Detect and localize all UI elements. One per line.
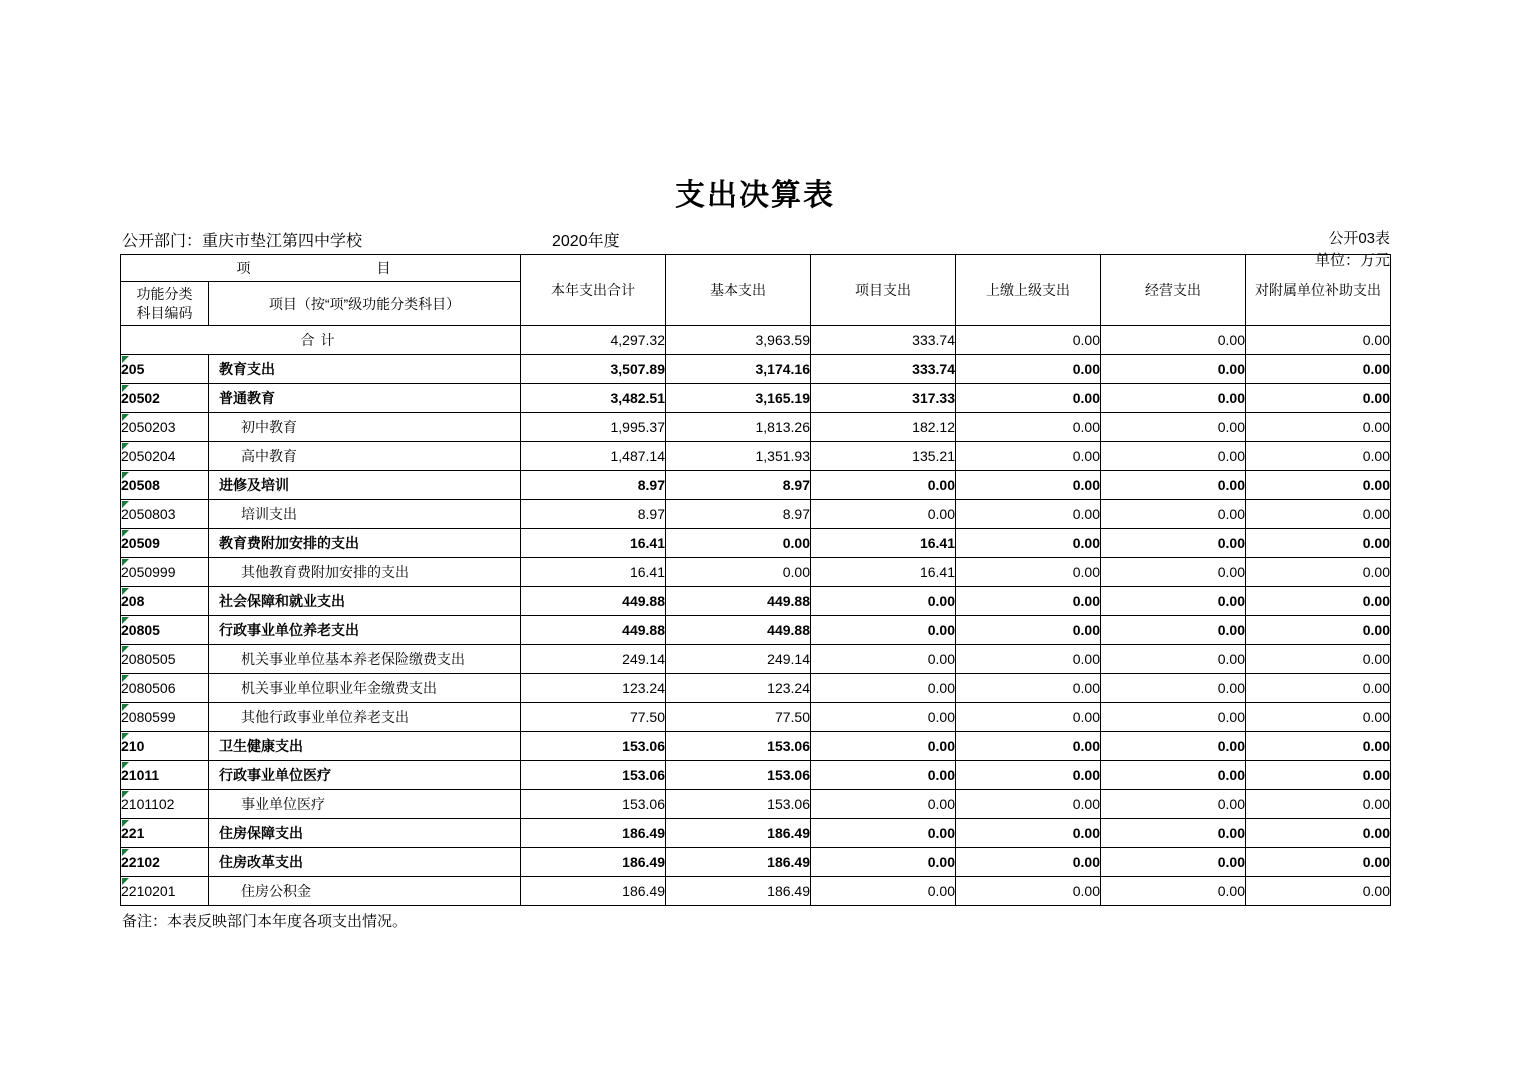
year-label: 2020年度 (552, 233, 620, 250)
row-value-2: 0.00 (811, 616, 956, 645)
row-value-5: 0.00 (1246, 529, 1391, 558)
row-value-4: 0.00 (1101, 877, 1246, 906)
header-col-code (121, 282, 209, 326)
row-value-3: 0.00 (956, 790, 1101, 819)
row-name: 教育费附加安排的支出 (209, 529, 521, 558)
row-value-3: 0.00 (956, 413, 1101, 442)
header-item-group: 项 目 (121, 255, 521, 282)
row-value-1: 8.97 (666, 471, 811, 500)
header-col-code-line1: 功能分类 (136, 285, 193, 302)
row-value-2: 0.00 (811, 761, 956, 790)
row-value-3: 0.00 (956, 442, 1101, 471)
row-value-4: 0.00 (1101, 587, 1246, 616)
table-row (121, 732, 1391, 761)
row-value-1: 249.14 (666, 645, 811, 674)
row-name: 卫生健康支出 (209, 732, 521, 761)
row-code: 2210201 (121, 877, 209, 906)
row-value-5: 0.00 (1246, 674, 1391, 703)
header-col-subsidy: 对附属单位补助支出 (1246, 255, 1391, 326)
row-value-0: 1,995.37 (521, 413, 666, 442)
cell-marker-icon (122, 849, 129, 856)
row-value-3: 0.00 (956, 877, 1101, 906)
row-value-1: 449.88 (666, 616, 811, 645)
row-value-1: 1,351.93 (666, 442, 811, 471)
row-name: 机关事业单位基本养老保险缴费支出 (209, 645, 521, 674)
row-code: 20502 (121, 384, 209, 413)
row-value-5: 0.00 (1246, 500, 1391, 529)
row-value-4: 0.00 (1101, 645, 1246, 674)
cell-marker-icon (122, 588, 129, 595)
row-value-1: 0.00 (666, 529, 811, 558)
row-name: 住房改革支出 (209, 848, 521, 877)
row-name: 初中教育 (209, 413, 521, 442)
cell-marker-icon (122, 704, 129, 711)
row-name: 普通教育 (209, 384, 521, 413)
row-value-0: 8.97 (521, 471, 666, 500)
row-value-3: 0.00 (956, 500, 1101, 529)
row-value-4: 0.00 (1101, 558, 1246, 587)
cell-marker-icon (122, 820, 129, 827)
cell-marker-icon (122, 646, 129, 653)
row-value-1: 186.49 (666, 848, 811, 877)
row-value-1: 77.50 (666, 703, 811, 732)
row-value-1: 153.06 (666, 761, 811, 790)
table-body (121, 326, 1391, 906)
row-value-4: 0.00 (1101, 848, 1246, 877)
table-row (121, 384, 1391, 413)
row-value-3: 0.00 (956, 355, 1101, 384)
total-value-0: 4,297.32 (521, 326, 666, 355)
row-value-2: 317.33 (811, 384, 956, 413)
row-value-2: 0.00 (811, 877, 956, 906)
row-value-0: 3,507.89 (521, 355, 666, 384)
table-row (121, 413, 1391, 442)
row-value-2: 333.74 (811, 355, 956, 384)
table-row (121, 471, 1391, 500)
row-value-0: 153.06 (521, 790, 666, 819)
row-value-3: 0.00 (956, 471, 1101, 500)
total-value-3: 0.00 (956, 326, 1101, 355)
row-value-1: 0.00 (666, 558, 811, 587)
row-value-3: 0.00 (956, 732, 1101, 761)
row-value-1: 3,174.16 (666, 355, 811, 384)
row-value-2: 0.00 (811, 790, 956, 819)
row-value-1: 449.88 (666, 587, 811, 616)
row-value-1: 3,165.19 (666, 384, 811, 413)
table-row (121, 790, 1391, 819)
row-value-1: 8.97 (666, 500, 811, 529)
table-row (121, 529, 1391, 558)
row-value-2: 0.00 (811, 819, 956, 848)
row-value-5: 0.00 (1246, 384, 1391, 413)
row-value-5: 0.00 (1246, 558, 1391, 587)
department-label: 公开部门：重庆市垫江第四中学校 (122, 233, 363, 250)
table-row (121, 355, 1391, 384)
row-code: 2080505 (121, 645, 209, 674)
row-name: 教育支出 (209, 355, 521, 384)
row-code: 2050803 (121, 500, 209, 529)
row-code: 2080599 (121, 703, 209, 732)
total-value-5: 0.00 (1246, 326, 1391, 355)
row-code: 20805 (121, 616, 209, 645)
unit-note: 单位：万元 (1314, 252, 1390, 269)
row-value-3: 0.00 (956, 587, 1101, 616)
row-value-3: 0.00 (956, 384, 1101, 413)
row-code: 21011 (121, 761, 209, 790)
cell-marker-icon (122, 559, 129, 566)
total-value-1: 3,963.59 (666, 326, 811, 355)
row-code: 2050204 (121, 442, 209, 471)
header-col-code-line2: 科目编码 (136, 304, 193, 321)
header-col-operating: 经营支出 (1101, 255, 1246, 326)
row-name: 培训支出 (209, 500, 521, 529)
cell-marker-icon (122, 675, 129, 682)
row-value-1: 186.49 (666, 877, 811, 906)
row-value-5: 0.00 (1246, 819, 1391, 848)
table-row (121, 558, 1391, 587)
row-code: 2080506 (121, 674, 209, 703)
table-row (121, 761, 1391, 790)
cell-marker-icon (122, 733, 129, 740)
row-code: 208 (121, 587, 209, 616)
row-value-5: 0.00 (1246, 587, 1391, 616)
row-value-2: 182.12 (811, 413, 956, 442)
row-value-5: 0.00 (1246, 877, 1391, 906)
cell-marker-icon (122, 530, 129, 537)
row-value-4: 0.00 (1101, 674, 1246, 703)
row-value-0: 186.49 (521, 819, 666, 848)
expenditure-table (120, 254, 1391, 906)
total-value-2: 333.74 (811, 326, 956, 355)
row-value-2: 0.00 (811, 674, 956, 703)
row-code: 205 (121, 355, 209, 384)
header-col-project: 项目支出 (811, 255, 956, 326)
row-value-4: 0.00 (1101, 355, 1246, 384)
row-code: 20509 (121, 529, 209, 558)
row-value-3: 0.00 (956, 558, 1101, 587)
row-value-2: 0.00 (811, 703, 956, 732)
table-row (121, 703, 1391, 732)
form-number: 公开03表 (1328, 230, 1390, 247)
row-value-0: 16.41 (521, 558, 666, 587)
row-value-2: 0.00 (811, 471, 956, 500)
row-value-5: 0.00 (1246, 413, 1391, 442)
row-value-4: 0.00 (1101, 732, 1246, 761)
row-code: 210 (121, 732, 209, 761)
cell-marker-icon (122, 878, 129, 885)
row-value-3: 0.00 (956, 848, 1101, 877)
row-value-5: 0.00 (1246, 471, 1391, 500)
table-row (121, 877, 1391, 906)
row-value-5: 0.00 (1246, 355, 1391, 384)
row-value-1: 123.24 (666, 674, 811, 703)
row-name: 高中教育 (209, 442, 521, 471)
cell-marker-icon (122, 443, 129, 450)
row-value-5: 0.00 (1246, 442, 1391, 471)
row-value-3: 0.00 (956, 819, 1101, 848)
row-value-0: 186.49 (521, 877, 666, 906)
total-label: 合计 (121, 326, 521, 355)
row-value-5: 0.00 (1246, 645, 1391, 674)
table-row (121, 645, 1391, 674)
row-value-4: 0.00 (1101, 616, 1246, 645)
row-value-3: 0.00 (956, 645, 1101, 674)
row-name: 社会保障和就业支出 (209, 587, 521, 616)
row-value-4: 0.00 (1101, 790, 1246, 819)
table-row (121, 819, 1391, 848)
row-name: 进修及培训 (209, 471, 521, 500)
row-value-4: 0.00 (1101, 819, 1246, 848)
row-name: 机关事业单位职业年金缴费支出 (209, 674, 521, 703)
row-name: 行政事业单位养老支出 (209, 616, 521, 645)
row-code: 2050999 (121, 558, 209, 587)
row-value-4: 0.00 (1101, 442, 1246, 471)
row-code: 2050203 (121, 413, 209, 442)
table-header-row-1 (121, 255, 1391, 282)
row-name: 行政事业单位医疗 (209, 761, 521, 790)
row-value-0: 449.88 (521, 587, 666, 616)
header-col-upper-remit: 上缴上级支出 (956, 255, 1101, 326)
row-value-2: 0.00 (811, 645, 956, 674)
table-row (121, 500, 1391, 529)
row-value-0: 1,487.14 (521, 442, 666, 471)
row-value-4: 0.00 (1101, 703, 1246, 732)
row-value-3: 0.00 (956, 674, 1101, 703)
row-value-3: 0.00 (956, 616, 1101, 645)
row-value-0: 8.97 (521, 500, 666, 529)
row-value-4: 0.00 (1101, 529, 1246, 558)
cell-marker-icon (122, 501, 129, 508)
row-value-0: 153.06 (521, 761, 666, 790)
row-value-5: 0.00 (1246, 616, 1391, 645)
sheet-meta (120, 224, 1390, 254)
row-value-5: 0.00 (1246, 848, 1391, 877)
row-code: 221 (121, 819, 209, 848)
row-value-2: 135.21 (811, 442, 956, 471)
row-value-4: 0.00 (1101, 761, 1246, 790)
header-col-basic: 基本支出 (666, 255, 811, 326)
row-code: 22102 (121, 848, 209, 877)
row-value-4: 0.00 (1101, 471, 1246, 500)
row-value-1: 153.06 (666, 732, 811, 761)
table-row (121, 674, 1391, 703)
row-value-0: 123.24 (521, 674, 666, 703)
row-value-2: 16.41 (811, 558, 956, 587)
header-col-total: 本年支出合计 (521, 255, 666, 326)
row-value-1: 186.49 (666, 819, 811, 848)
cell-marker-icon (122, 414, 129, 421)
cell-marker-icon (122, 617, 129, 624)
row-value-3: 0.00 (956, 529, 1101, 558)
footnote: 备注：本表反映部门本年度各项支出情况。 (122, 913, 408, 930)
row-value-0: 3,482.51 (521, 384, 666, 413)
row-name: 其他行政事业单位养老支出 (209, 703, 521, 732)
row-name: 住房公积金 (209, 877, 521, 906)
cell-marker-icon (122, 791, 129, 798)
row-value-0: 449.88 (521, 616, 666, 645)
header-col-name: 项目（按“项”级功能分类科目） (209, 282, 521, 326)
row-value-4: 0.00 (1101, 500, 1246, 529)
cell-marker-icon (122, 762, 129, 769)
row-name: 事业单位医疗 (209, 790, 521, 819)
row-value-1: 153.06 (666, 790, 811, 819)
table-row (121, 442, 1391, 471)
expenditure-final-account-sheet (120, 170, 1390, 931)
row-value-2: 16.41 (811, 529, 956, 558)
row-value-4: 0.00 (1101, 384, 1246, 413)
row-code: 20508 (121, 471, 209, 500)
table-row (121, 848, 1391, 877)
total-value-4: 0.00 (1101, 326, 1246, 355)
row-value-0: 153.06 (521, 732, 666, 761)
row-value-2: 0.00 (811, 848, 956, 877)
row-value-0: 16.41 (521, 529, 666, 558)
row-value-0: 77.50 (521, 703, 666, 732)
row-value-2: 0.00 (811, 587, 956, 616)
table-row (121, 587, 1391, 616)
page-title: 支出决算表 (675, 178, 835, 213)
row-value-3: 0.00 (956, 703, 1101, 732)
row-value-1: 1,813.26 (666, 413, 811, 442)
table-row (121, 616, 1391, 645)
row-value-5: 0.00 (1246, 761, 1391, 790)
row-value-0: 249.14 (521, 645, 666, 674)
cell-marker-icon (122, 385, 129, 392)
row-value-5: 0.00 (1246, 790, 1391, 819)
cell-marker-icon (122, 356, 129, 363)
row-value-3: 0.00 (956, 761, 1101, 790)
row-value-2: 0.00 (811, 500, 956, 529)
row-name: 住房保障支出 (209, 819, 521, 848)
row-value-5: 0.00 (1246, 732, 1391, 761)
row-code: 2101102 (121, 790, 209, 819)
row-value-2: 0.00 (811, 732, 956, 761)
row-value-4: 0.00 (1101, 413, 1246, 442)
cell-marker-icon (122, 472, 129, 479)
row-value-5: 0.00 (1246, 703, 1391, 732)
row-name: 其他教育费附加安排的支出 (209, 558, 521, 587)
table-row-total (121, 326, 1391, 355)
row-value-0: 186.49 (521, 848, 666, 877)
